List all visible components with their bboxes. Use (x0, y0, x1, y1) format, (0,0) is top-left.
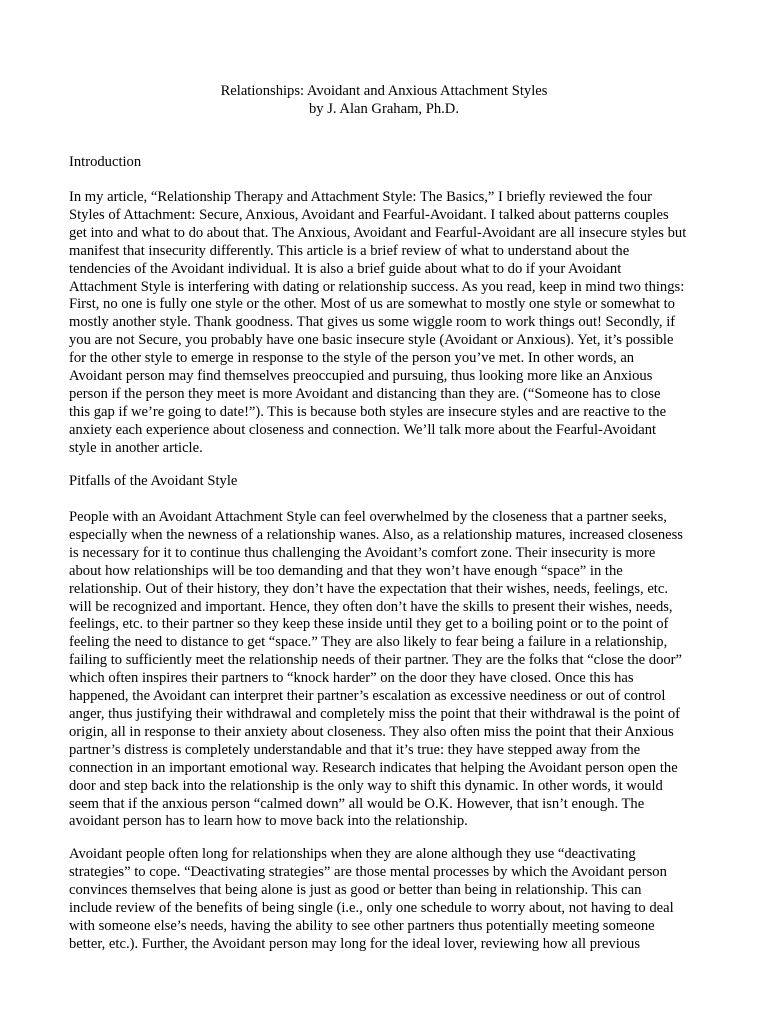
paragraph-line: anger, thus justifying their withdrawal and completely miss the point that their withdrawal is the point of (69, 705, 681, 722)
paragraph-line: tendencies of the Avoidant individual. It is also a brief guide about what to do if your Avoidant (69, 260, 622, 277)
paragraph-line: Avoidant person may find themselves preoccupied and pursuing, thus looking more like an Anxious (69, 368, 653, 385)
paragraph-line: style in another article. (69, 439, 203, 456)
paragraph-line: better, etc.). Further, the Avoidant person may long for the ideal lover, reviewing how all previous (69, 935, 641, 952)
paragraph-line: include review of the benefits of being single (i.e., only one schedule to worry about, not having to deal (69, 899, 674, 916)
document-byline: by J. Alan Graham, Ph.D. (309, 100, 459, 117)
paragraph-line: In my article, “Relationship Therapy and Attachment Style: The Basics,” I briefly reviewed the four (69, 189, 653, 205)
section-heading-introduction: Introduction (69, 154, 142, 170)
paragraph-line: which often inspires their partners to “knock harder” on the door they have closed. Once this has (69, 670, 634, 687)
paragraph-line: convinces themselves that being alone is just as good or better than being in relationship. This can (69, 881, 642, 898)
paragraph-line: door and step back into the relationship is the only way to shift this dynamic. In other words, it would (69, 777, 663, 794)
document-title: Relationships: Avoidant and Anxious Attachment Styles (220, 83, 548, 99)
section-heading-pitfalls: Pitfalls of the Avoidant Style (69, 473, 238, 489)
paragraph-line: mostly another style. Thank goodness. That gives us some wiggle room to work things out! Secondly, if (69, 314, 676, 331)
paragraph-line: this gap if we’re going to date!”). This is because both styles are insecure styles and are reactive to the (69, 403, 667, 420)
paragraph-pitfalls-1 (69, 509, 719, 831)
paragraph-line: you are not Secure, you probably have one basic insecure style (Avoidant or Anxious). Yet, it’s possible (69, 332, 674, 349)
paragraph-line: Styles of Attachment: Secure, Anxious, Avoidant and Fearful-Avoidant. I talked about patterns couples (69, 206, 669, 223)
paragraph-line: First, no one is fully one style or the other. Most of us are somewhat to mostly one style or somewhat to (69, 296, 675, 313)
paragraph-line: People with an Avoidant Attachment Style can feel overwhelmed by the closeness that a partner seeks, (69, 509, 667, 525)
paragraph-line: connection in an important emotional way. Research indicates that helping the Avoidant person open the (69, 759, 678, 776)
paragraph-line: especially when the newness of a relationship wanes. Also, as a relationship matures, increased closeness (69, 526, 683, 543)
paragraph-line: for the other style to emerge in response to the style of the person you’ve met. In other words, an (69, 350, 635, 367)
paragraph-line: happened, the Avoidant can interpret their partner’s escalation as excessive neediness or out of control (69, 688, 666, 705)
paragraph-line: Attachment Style is interfering with dating or relationship success. As you read, keep in mind two things: (69, 278, 685, 295)
paragraph-line: failing to sufficiently meet the relationship needs of their partner. They are the folks that “close the door” (69, 652, 683, 669)
paragraph-line: origin, all in response to their anxiety about closeness. They also often miss the point that their Anxious (69, 723, 674, 740)
paragraph-line: get into and what to do about that. The Anxious, Avoidant and Fearful-Avoidant are all insecure styles but (69, 224, 687, 241)
paragraph-line: avoidant person has to learn how to move back into the relationship. (69, 813, 468, 830)
paragraph-line: manifest that insecurity differently. This article is a brief review of what to understand about the (69, 242, 630, 259)
paragraph-line: person if the person they meet is more Avoidant and distancing than they are. (“Someone has to close (69, 385, 661, 402)
paragraph-pitfalls-2 (69, 846, 719, 953)
paragraph-line: about how relationships will be too demanding and that they won’t have enough “space” in the (69, 562, 623, 579)
paragraph-line: anxiety each experience about closeness and connection. We’ll talk more about the Fearful-Avoidant (69, 421, 657, 438)
paragraph-line: seem that if the anxious person “calmed down” all would be O.K. However, that isn’t enough. The (69, 795, 645, 812)
document-title-block (0, 83, 768, 119)
paragraph-line: partner’s distress is completely understandable and that it’s true: they have stepped away from the (69, 741, 641, 758)
paragraph-line: strategies” to cope. “Deactivating strategies” are those mental processes by which the Avoidant person (69, 863, 667, 880)
paragraph-introduction (69, 189, 719, 458)
paragraph-line: Avoidant people often long for relationships when they are alone although they use “deactivating (69, 846, 636, 862)
paragraph-line: will be recognized and important. Hence, they often don’t have the skills to present their wishes, needs, (69, 598, 673, 615)
paragraph-line: feeling the need to distance to get “space.” They are also likely to fear being a failure in a relationship, (69, 634, 668, 651)
paragraph-line: relationship. Out of their history, they don’t have the expectation that their wishes, needs, feelings, etc. (69, 580, 668, 597)
paragraph-line: is necessary for it to continue thus challenging the Avoidant’s comfort zone. Their insecurity is more (69, 544, 656, 561)
paragraph-line: with someone else’s needs, having the ability to see other partners thus potentially meeting someone (69, 917, 655, 934)
paragraph-line: feelings, etc. to their partner so they keep these inside until they get to a boiling point or to the point of (69, 616, 669, 633)
